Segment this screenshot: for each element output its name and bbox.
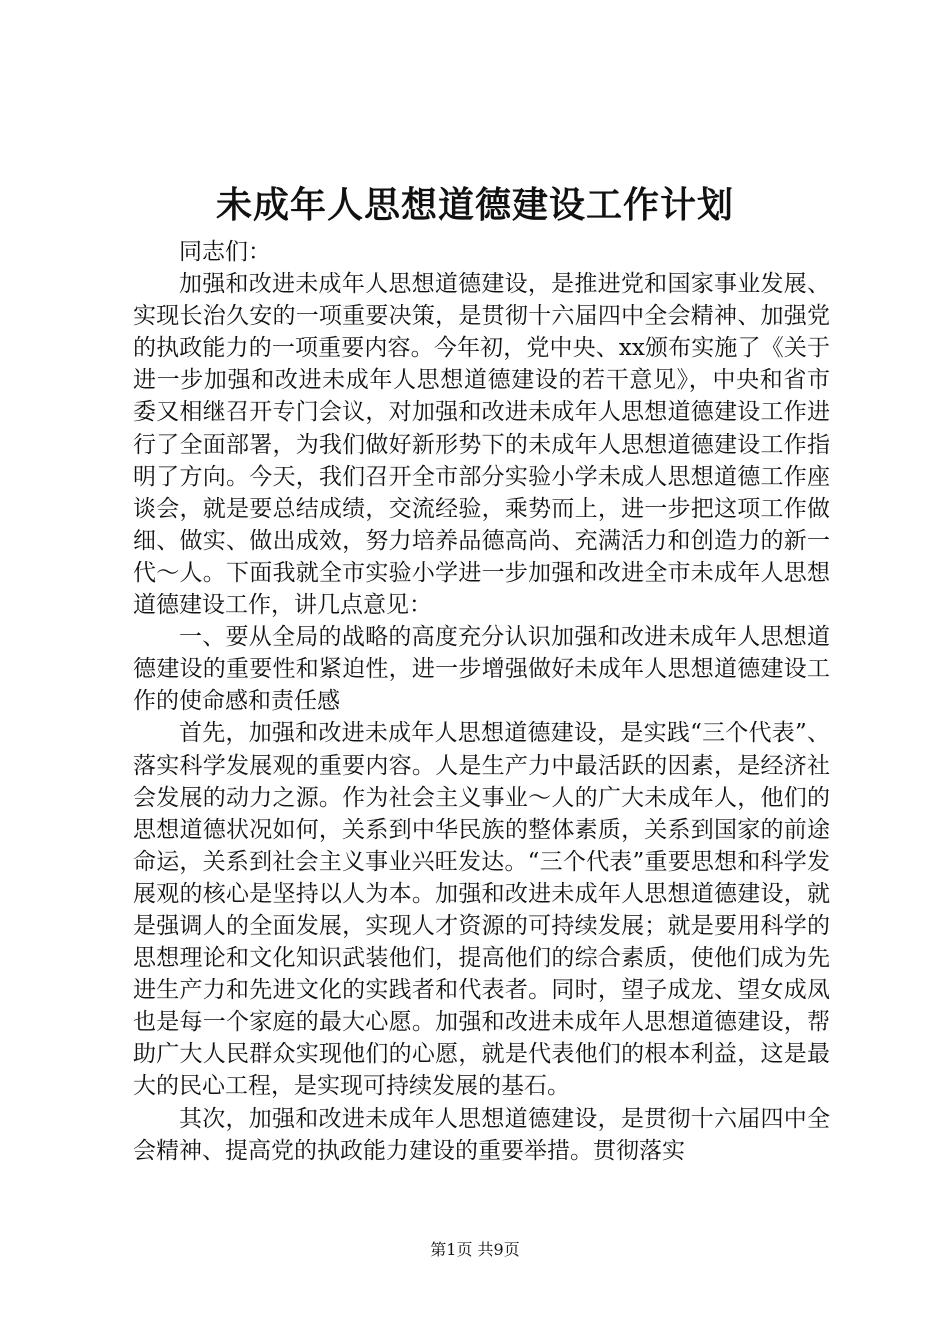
page-title: 未成年人思想道德建设工作计划 (215, 185, 734, 226)
paragraph-intro: 加强和改进未成年人思想道德建设，是推进党和国家事业发展、实现长治久安的一项重要决策，是贯彻十六届四中全会精神、加强党的执政能力的一项重要内容。今年初，党中央、xx颁布实施了《关于进一步加强和改进未成年人思想道德建设的若干意见》，中央和省市委又相继召开专门会议，对加强和改进未成年人思想道德建设工作进行了全面部署，为我们做好新形势下的未成年人思想道德建设工作指明了方向。今天，我们召开全市部分实验小学未成人思想道德工作座谈会，就是要总结成绩，交流经验，乘势而上，进一步把这项工作做细、做实、做出成效，努力培养品德高尚、充满活力和创造力的新一代～人。下面我就全市实验小学进一步加强和改进全市未成年人思想道德建设工作，讲几点意见： (133, 271, 830, 619)
document-body (133, 236, 830, 1167)
paragraph-first: 首先，加强和改进未成年人思想道德建设，是实践“三个代表”、落实科学发展观的重要内容。人是生产力中最活跃的因素，是经济社会发展的动力之源。作为社会主义事业～人的广大未成年人，他们的思想道德状况如何，关系到中华民族的整体素质，关系到国家的前途命运，关系到社会主义事业兴旺发达。“三个代表”重要思想和科学发展观的核心是坚持以人为本。加强和改进未成年人思想道德建设，就是强调人的全面发展，实现人才资源的可持续发展；就是要用科学的思想理论和文化知识武装他们，提高他们的综合素质，使他们成为先进生产力和先进文化的实践者和代表者。同时，望子成龙、望女成凤也是每一个家庭的最大心愿。加强和改进未成年人思想道德建设，帮助广大人民群众实现他们的心愿，就是代表他们的根本利益，这是最大的民心工程，是实现可持续发展的基石。 (133, 720, 830, 1100)
salutation: 同志们： (179, 239, 271, 265)
paragraph-second: 其次，加强和改进未成年人思想道德建设，是贯彻十六届四中全会精神、提高党的执政能力建设的重要举措。贯彻落实 (133, 1105, 830, 1164)
page-number-footer: 第1页 共9页 (430, 1240, 520, 1259)
section-heading-1: 一、要从全局的战略的高度充分认识加强和改进未成年人思想道德建设的重要性和紧迫性，进一步增强做好未成年人思想道德建设工作的使命感和责任感 (133, 624, 830, 715)
